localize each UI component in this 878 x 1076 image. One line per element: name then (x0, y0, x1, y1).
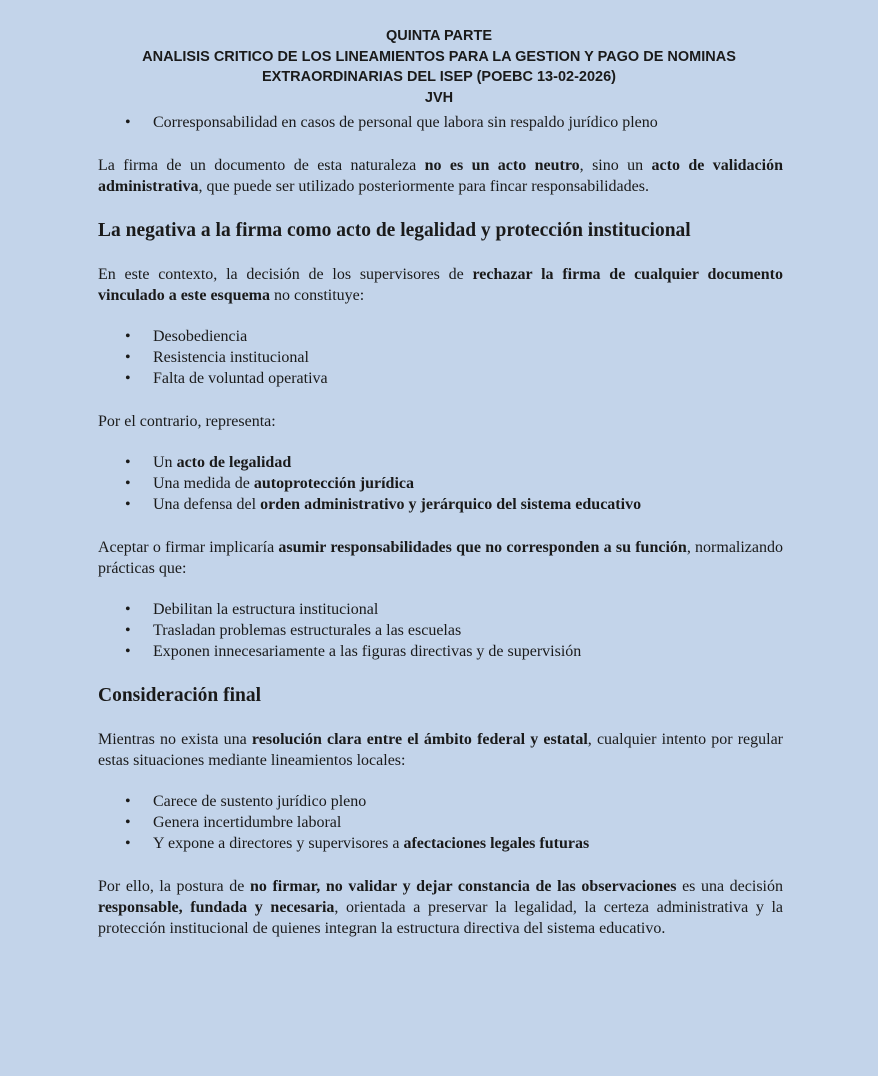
list-item: • Falta de voluntad operativa (98, 368, 783, 389)
list-item: • Corresponsabilidad en casos de personal que labora sin respaldo jurídico pleno (98, 112, 783, 133)
paragraph-on-the-contrary: Por el contrario, representa: (98, 413, 276, 430)
paragraph-accepting-implies: Aceptar o firmar implicaría asumir responsabilidades que no corresponden a su función, normalizando prácticas que: (98, 539, 784, 577)
list-item: • Y expone a directores y supervisores a afectaciones legales futuras (98, 833, 783, 854)
bullet-list-responsibility (98, 112, 783, 133)
section-heading-refusal: La negativa a la firma como acto de legalidad y protección institucional (98, 220, 691, 241)
paragraph-supervisors-decision: En este contexto, la decisión de los supervisores de rechazar la firma de cualquier documento vinculado a este esquema no constituye: (98, 266, 784, 304)
bullet-list-practices (98, 599, 783, 662)
part-title: QUINTA PARTE (385, 28, 493, 44)
list-item: • Una defensa del orden administrativo y jerárquico del sistema educativo (98, 494, 783, 515)
list-item: • Genera incertidumbre laboral (98, 812, 783, 833)
paragraph-while-no-resolution: Mientras no exista una resolución clara entre el ámbito federal y estatal, cualquier intento por regular estas situaciones mediante lineamientos locales: (98, 731, 784, 769)
document-body (98, 112, 783, 939)
list-item: • Trasladan problemas estructurales a las escuelas (98, 620, 783, 641)
list-item: • Desobediencia (98, 326, 783, 347)
author-initials: JVH (424, 89, 454, 106)
list-item: • Carece de sustento jurídico pleno (98, 791, 783, 812)
bullet-list-represents (98, 452, 783, 515)
list-item: • Debilitan la estructura institucional (98, 599, 783, 620)
list-item: • Exponen innecesariamente a las figuras directivas y de supervisión (98, 641, 783, 662)
document-header (0, 26, 878, 108)
section-heading-final: Consideración final (98, 685, 262, 706)
list-item: • Una medida de autoprotección jurídica (98, 473, 783, 494)
paragraph-signature-validation: La firma de un documento de esta naturaleza no es un acto neutro, sino un acto de validación administrativa, que puede ser utilizado posteriormente para fincar responsabilidades. (98, 157, 784, 195)
list-item: • Un acto de legalidad (98, 452, 783, 473)
document-title-line-2: EXTRAORDINARIAS DEL ISEP (POEBC 13-02-2026) (261, 69, 616, 85)
list-item: • Resistencia institucional (98, 347, 783, 368)
document-title-line-1: ANALISIS CRITICO DE LOS LINEAMIENTOS PARA LA GESTION Y PAGO DE NOMINAS (142, 48, 736, 65)
bullet-list-not-constitutes (98, 326, 783, 389)
paragraph-conclusion: Por ello, la postura de no firmar, no validar y dejar constancia de las observaciones es una decisión responsable, fundada y necesaria, orientada a preservar la legalidad, la certeza administrativa y la protección institucional de quienes integran la estructura directiva del sistema educativo. (98, 878, 784, 937)
bullet-list-local-guidelines (98, 791, 783, 854)
